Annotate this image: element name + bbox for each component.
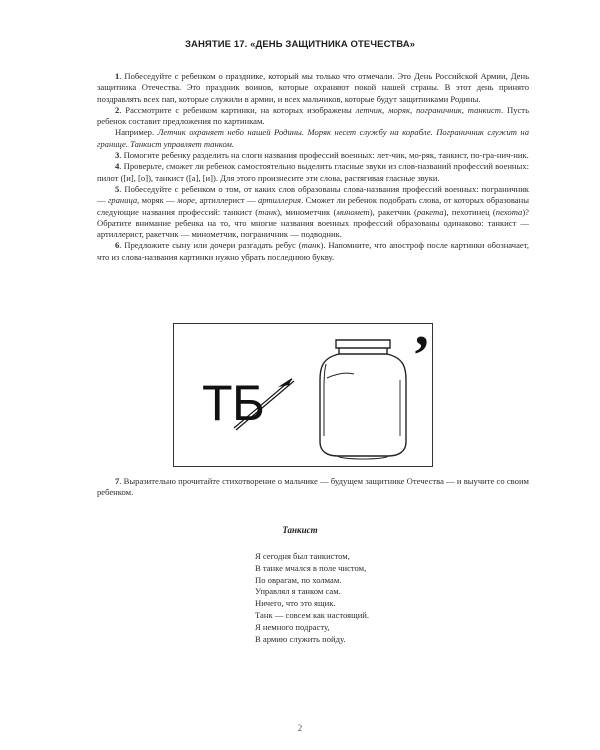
italic-text: Летчик охраняет небо нашей Родины. Моряк несет службу на корабле. Пограничник служит на границе. Танкист управляет танком.	[97, 127, 529, 149]
task-number: 2	[115, 104, 120, 115]
task-text: ), пехотинец (	[443, 206, 496, 217]
italic-text: летчик, моряк, пограничник, танкист	[355, 104, 501, 115]
rebus-drawing	[174, 324, 432, 466]
poem-line: В танке мчался в поле чистом,	[255, 562, 367, 573]
tasks-body	[97, 71, 529, 263]
task-7	[97, 476, 529, 499]
task-text: . Проверьте, сможет ли ребенок самостоятельно выделить гласные звуки из слов-названий профессий военных: пилот ([и], [о]), танкист ([а], [и]). Для этого произнесите эти слова, растягивая гласные звуки.	[97, 161, 529, 183]
task-text: . Пусть ребенок составит предложения по картинкам.	[97, 104, 529, 127]
task-text: ). Напомните, что апостроф после картинки обозначает, что из слова-названия картинки нужно убрать последнюю букву.	[97, 240, 529, 262]
rebus-letter-t: Т	[202, 375, 233, 431]
poem-line: В армию служить пойду.	[255, 633, 346, 644]
task-number: 1	[115, 71, 120, 81]
task-number: 3	[115, 150, 120, 161]
task-text: ), минометчик (	[277, 206, 337, 217]
page-title: ЗАНЯТИЕ 17. «ДЕНЬ ЗАЩИТНИКА ОТЕЧЕСТВА»	[184, 39, 416, 50]
italic-text: море	[177, 195, 195, 206]
italic-text: ракета	[416, 206, 444, 217]
task-7-text: . Выразительно прочитайте стихотворение о мальчике — будущем защитнике Отечества — и выучите со своим ребенком.	[97, 476, 529, 498]
italic-text: миномет	[336, 206, 370, 217]
task-text: ), ракетчик (	[369, 206, 417, 217]
task-text: . Побеседуйте с ребенком о том, от каких слов образованы слова-названия профессий военных: пограничник —	[97, 183, 529, 206]
poem-line: Я немного подрасту,	[255, 621, 330, 632]
task-text: Например.	[115, 127, 158, 138]
poem-line: Я сегодня был танкистом,	[255, 551, 350, 561]
task-text: . Сможет ли ребенок подобрать слова, от которых образованы следующие названия профессий: танкист (	[97, 195, 529, 217]
poem-line: Ничего, что это ящик.	[255, 598, 336, 609]
italic-text: артиллерия	[257, 195, 302, 206]
task-number: 5	[115, 183, 120, 194]
task-text: . Побеседуйте с ребенком о празднике, который мы только что отмечали. Это День Российской Армии, День защитника Отечества. Это праздник воинов, которые охраняют покой нашей страны. В этот день принято поздравлять всех пап, которые служили в армии, и всех мальчиков, которые будут защитниками Родины.	[97, 71, 529, 104]
task-7-number: 7	[115, 476, 120, 486]
italic-text: танк	[258, 206, 278, 217]
task-number: 6	[115, 240, 120, 251]
jar-icon	[320, 340, 406, 459]
task-text: )? Обратите внимание ребенка на то, что многие названия военных профессий образованы одинаково: танкист — артиллерист, ракетчик — минометчик, пограничник — подводник.	[97, 206, 529, 240]
poem-line: По оврагам, по холмам.	[255, 574, 342, 585]
rebus-apostrophe: ’	[412, 325, 431, 387]
task-paragraph	[97, 150, 529, 161]
task-text: , артиллерист —	[194, 195, 258, 206]
page-number: 2	[297, 723, 303, 733]
poem-line: Управлял я танком сам.	[255, 586, 341, 597]
task-paragraph	[97, 184, 529, 240]
poem-title: Танкист	[282, 525, 318, 535]
task-number: 4	[115, 161, 120, 172]
task-paragraph	[97, 127, 529, 150]
task-text: . Помогите ребенку разделить на слоги названия профессий военных: лет-чик, мо-ряк, танкист, по-гра-нич-ник.	[119, 150, 529, 161]
italic-text: пехота	[495, 206, 523, 217]
italic-text: танк	[301, 240, 321, 251]
task-paragraph	[97, 240, 529, 263]
task-text: . Предложите сыну или дочери разгадать ребус (	[119, 240, 302, 251]
poem-body	[255, 551, 495, 645]
task-text: , моряк —	[137, 195, 178, 206]
task-paragraph	[97, 161, 529, 184]
poem-line: Танк — совсем как настоящий.	[255, 609, 370, 620]
task-paragraph	[97, 105, 529, 128]
rebus-figure	[173, 323, 433, 467]
task-paragraph	[97, 71, 529, 105]
rebus-letter-b: Б	[232, 375, 265, 431]
italic-text: граница	[107, 195, 138, 206]
task-text: . Рассмотрите с ребенком картинки, на которых изображены	[119, 104, 356, 115]
